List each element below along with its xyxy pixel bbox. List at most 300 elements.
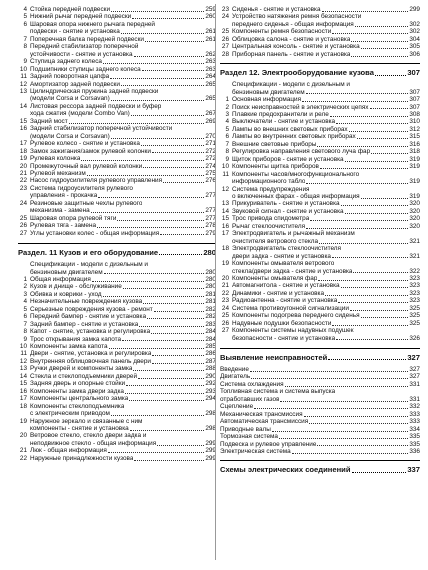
entry-number: 21 bbox=[221, 282, 229, 290]
toc-entry bbox=[18, 269, 216, 276]
toc-entry bbox=[18, 358, 216, 365]
entry-title: подвески - снятие и установка bbox=[30, 28, 120, 36]
entry-number: 4 bbox=[23, 298, 27, 306]
entry-title: Спецификации - модели с дизельным и bbox=[30, 261, 148, 269]
entry-title: Наружное зеркало и связанные с ним bbox=[30, 417, 143, 425]
toc-entry bbox=[220, 327, 420, 334]
entry-number: 22 bbox=[19, 454, 27, 462]
entry-number: 26 bbox=[221, 319, 229, 327]
entry-title: Передний бампер - снятие и установка bbox=[30, 313, 147, 321]
toc-entry bbox=[18, 447, 216, 454]
entry-title: Топливная система и система выпуска bbox=[220, 388, 336, 396]
entry-number: 26 bbox=[221, 35, 229, 43]
dot-leader bbox=[361, 48, 409, 49]
dot-leader bbox=[87, 175, 205, 176]
entry-page-number: 323 bbox=[409, 282, 420, 290]
entry-number: 7 bbox=[23, 320, 27, 328]
toc-entry bbox=[220, 411, 420, 418]
toc-entry bbox=[18, 21, 216, 28]
entry-page-number: 264 bbox=[205, 73, 216, 81]
entry-title: Прикуриватель - снятие и установка bbox=[232, 200, 340, 208]
toc-entry bbox=[18, 418, 216, 425]
dot-leader bbox=[121, 33, 205, 34]
dot-leader bbox=[292, 453, 409, 454]
entry-page-number: 308 bbox=[409, 110, 420, 118]
dot-leader bbox=[121, 85, 204, 86]
entry-title: Система гидроусилителя рулевого bbox=[30, 184, 133, 192]
entry-page-number: 272 bbox=[205, 155, 216, 163]
dot-leader bbox=[349, 131, 409, 132]
entry-title: Стойка передней подвески bbox=[30, 6, 111, 13]
entry-title: Внешние световые приборы bbox=[232, 140, 317, 148]
dot-leader bbox=[306, 183, 408, 184]
entry-title: Задний стабилизатор поперечной устойчивости bbox=[30, 125, 173, 133]
toc-entry bbox=[18, 6, 216, 13]
entry-title: Облицовка салона - снятие и установка bbox=[232, 35, 351, 43]
entry-page-number: 336 bbox=[409, 448, 420, 456]
entry-title: Радиоантенна - снятие и установка bbox=[232, 297, 338, 305]
entry-page-number: 261 bbox=[205, 35, 216, 43]
toc-entry bbox=[18, 215, 216, 222]
entry-page-number: 334 bbox=[409, 425, 420, 433]
entry-page-number: 280 bbox=[205, 275, 216, 283]
entry-number: 17 bbox=[19, 140, 27, 148]
toc-entry bbox=[220, 208, 420, 215]
entry-number: 16 bbox=[19, 387, 27, 395]
entry-page-number: 281 bbox=[205, 290, 216, 298]
dot-leader bbox=[111, 138, 205, 139]
dot-leader bbox=[139, 326, 204, 327]
toc-entry bbox=[220, 418, 420, 425]
entry-page-number: 321 bbox=[409, 252, 420, 260]
entry-page-number: 321 bbox=[409, 237, 420, 245]
entry-title: Задняя дверь и опорные стойки bbox=[30, 380, 126, 388]
entry-title: стекла/двери задка - снятие и установка bbox=[232, 267, 353, 275]
dot-leader bbox=[309, 423, 408, 424]
entry-title: Звуковой сигнал - снятие и установка bbox=[232, 207, 344, 215]
entry-page-number: 290 bbox=[205, 372, 216, 380]
entry-page-number: 285 bbox=[205, 343, 216, 351]
toc-entry bbox=[18, 425, 216, 432]
dot-leader bbox=[336, 339, 408, 340]
toc-entry bbox=[220, 238, 420, 245]
dot-leader bbox=[375, 75, 406, 76]
entry-title: Промежуточный вал рулевой колонки bbox=[30, 162, 143, 170]
dot-leader bbox=[163, 182, 204, 183]
entry-number: 4 bbox=[225, 118, 229, 126]
entry-title: Резиновые защитные чехлы рулевого bbox=[30, 199, 143, 207]
dot-leader bbox=[104, 273, 205, 274]
entry-page-number: 299 bbox=[205, 454, 216, 462]
entry-page-number: 331 bbox=[409, 380, 420, 388]
dot-leader bbox=[133, 370, 204, 371]
entry-page-number: 293 bbox=[205, 387, 216, 395]
dot-leader bbox=[351, 41, 408, 42]
dot-leader bbox=[134, 460, 204, 461]
dot-leader bbox=[371, 153, 408, 154]
toc-entry bbox=[18, 230, 216, 237]
entry-number: 20 bbox=[221, 274, 229, 282]
dot-leader bbox=[111, 11, 204, 12]
toc-entry bbox=[18, 455, 216, 462]
section-title: Схемы электрических соединений bbox=[220, 465, 351, 475]
toc-entry bbox=[220, 268, 420, 275]
entry-title: Задний бампер - снятие и установка bbox=[30, 320, 139, 328]
section-title: Раздел 12. Электрооборудование кузова bbox=[220, 68, 374, 78]
entry-title: Электрическая система bbox=[220, 448, 291, 456]
entry-title: Ветровое стекло, стекло двери задка и bbox=[30, 432, 147, 440]
toc-entry bbox=[18, 432, 216, 439]
dot-leader bbox=[357, 138, 409, 139]
entry-title: Тормозная система bbox=[220, 433, 278, 441]
entry-page-number: 332 bbox=[409, 403, 420, 411]
toc-entry bbox=[18, 200, 216, 207]
dot-leader bbox=[142, 70, 205, 71]
dot-leader bbox=[147, 318, 204, 319]
entry-page-number: 275 bbox=[205, 169, 216, 177]
entry-title: Компоненты замка двери задка bbox=[30, 387, 124, 395]
entry-number: 2 bbox=[225, 103, 229, 111]
dot-leader bbox=[103, 63, 204, 64]
entry-number: 1 bbox=[225, 96, 229, 104]
dot-leader bbox=[151, 333, 204, 334]
entry-number: 5 bbox=[23, 13, 27, 21]
entry-page-number: 272 bbox=[205, 147, 216, 155]
entry-title: Надувные подушки безопасности bbox=[232, 319, 332, 327]
entry-title: (модели Corsa и Corsavan) bbox=[30, 132, 110, 140]
dot-leader bbox=[143, 303, 204, 304]
section-12-heading bbox=[220, 63, 420, 77]
dot-leader bbox=[130, 430, 205, 431]
dot-leader bbox=[341, 205, 409, 206]
entry-number: 14 bbox=[19, 102, 27, 110]
toc-entry bbox=[220, 403, 420, 410]
toc-entry bbox=[220, 335, 420, 342]
entry-page-number: 261 bbox=[205, 28, 216, 36]
entry-page-number: 319 bbox=[409, 155, 420, 163]
toc-entry bbox=[18, 380, 216, 387]
dot-leader bbox=[332, 257, 408, 258]
section-title: Раздел. 11 Кузов и его оборудование bbox=[18, 248, 159, 258]
entry-title: Центральная консоль - снятие и установка bbox=[232, 43, 360, 51]
toc-entry bbox=[18, 261, 216, 268]
entry-number: 8 bbox=[23, 328, 27, 336]
dot-leader bbox=[152, 355, 204, 356]
entry-number: 22 bbox=[221, 289, 229, 297]
entry-page-number: 299 bbox=[409, 6, 420, 13]
dot-leader bbox=[108, 452, 205, 453]
entry-number: 13 bbox=[19, 87, 27, 95]
entry-title: Трос привода спидометра bbox=[232, 215, 310, 223]
entry-title: Незначительные повреждения кузова bbox=[30, 298, 143, 306]
entry-number: 11 bbox=[20, 73, 27, 81]
toc-entry bbox=[220, 200, 420, 207]
wiring-diagrams-heading bbox=[220, 460, 420, 474]
entry-page-number: 282 bbox=[205, 313, 216, 321]
entry-title: Компоненты часов/многофункционального bbox=[232, 170, 360, 178]
dot-leader bbox=[254, 408, 408, 409]
entry-number: 15 bbox=[221, 215, 229, 223]
dot-leader bbox=[325, 295, 408, 296]
entry-number: 2 bbox=[23, 283, 27, 291]
entry-title: Механическая трансмиссия bbox=[220, 410, 303, 418]
dot-leader bbox=[134, 56, 205, 57]
toc-entry bbox=[18, 440, 216, 447]
entry-title: Рулевой механизм bbox=[30, 169, 86, 177]
entry-title: Электродвигатель и рычажный механизм bbox=[232, 230, 355, 238]
toc-entry bbox=[18, 28, 216, 35]
toc-entry bbox=[18, 343, 216, 350]
entry-number: 10 bbox=[19, 65, 27, 73]
toc-entry bbox=[220, 320, 420, 327]
entry-number: 28 bbox=[221, 50, 229, 58]
toc-entry bbox=[18, 410, 216, 417]
entry-title: Рычаг стеклоочистителя bbox=[232, 222, 306, 230]
entry-page-number: 335 bbox=[409, 433, 420, 441]
dot-leader bbox=[272, 431, 408, 432]
entry-page-number: 277 bbox=[205, 192, 216, 200]
entry-title: Компоненты центрального замка bbox=[30, 395, 129, 403]
toc-entry bbox=[220, 51, 420, 58]
dot-leader bbox=[152, 152, 204, 153]
toc-entry bbox=[18, 133, 216, 140]
entry-title: механизма - замена bbox=[30, 207, 90, 215]
dot-leader bbox=[91, 212, 205, 213]
toc-entry bbox=[18, 51, 216, 58]
toc-entry bbox=[220, 230, 420, 237]
entry-page-number: 325 bbox=[409, 304, 420, 312]
toc-entry bbox=[18, 170, 216, 177]
toc-entry bbox=[220, 312, 420, 319]
entry-title: Компоненты подогрева переднего сиденья bbox=[232, 312, 360, 320]
entry-title: Обивка и коврики - уход bbox=[30, 290, 102, 298]
entry-page-number: 323 bbox=[409, 289, 420, 297]
entry-page-number: 307 bbox=[409, 96, 420, 104]
toc-entry bbox=[220, 260, 420, 267]
entry-page-number: 304 bbox=[409, 35, 420, 43]
entry-page-number: 283 bbox=[205, 320, 216, 328]
dot-leader bbox=[351, 56, 408, 57]
toc-entry bbox=[220, 28, 420, 35]
entry-page-number: 319 bbox=[409, 178, 420, 186]
entry-title: Лампы во внутренних световых приборах bbox=[232, 133, 356, 141]
entry-title: Поиск неисправностей в электрических цепях bbox=[232, 103, 369, 111]
entry-title: Стекла и стеклоподъемники дверей bbox=[30, 372, 138, 380]
toc-entry bbox=[220, 133, 420, 140]
entry-page-number: 310 bbox=[409, 118, 420, 126]
entry-page-number: 263 bbox=[205, 58, 216, 66]
entry-page-number: 320 bbox=[409, 222, 420, 230]
dot-leader bbox=[350, 310, 408, 311]
dot-leader bbox=[157, 445, 204, 446]
entry-number: 25 bbox=[221, 28, 229, 36]
entry-number: 18 bbox=[221, 245, 229, 253]
dot-leader bbox=[152, 363, 204, 364]
toc-entry bbox=[220, 215, 420, 222]
entry-page-number: 292 bbox=[205, 380, 216, 388]
entry-number: 19 bbox=[19, 155, 27, 163]
entry-number: 17 bbox=[19, 395, 27, 403]
entry-title: о включенных фарах - общая информация bbox=[232, 192, 360, 200]
dot-leader bbox=[126, 385, 204, 386]
entry-page-number: 302 bbox=[409, 20, 420, 28]
toc-entry bbox=[18, 81, 216, 88]
entry-number: 12 bbox=[221, 185, 229, 193]
dot-leader bbox=[131, 115, 205, 116]
entry-page-number: 284 bbox=[205, 328, 216, 336]
entry-page-number: 276 bbox=[205, 177, 216, 185]
entry-number: 8 bbox=[225, 148, 229, 156]
entry-title: информационного табло bbox=[232, 178, 306, 186]
toc-entry bbox=[220, 388, 420, 395]
entry-title: Листовая рессора задней подвески и буфер bbox=[30, 102, 162, 110]
entry-page-number: 274 bbox=[205, 162, 216, 170]
entry-title: Система противоугонной сигнализации bbox=[232, 304, 349, 312]
entry-number: 5 bbox=[23, 305, 27, 313]
toc-entry bbox=[18, 58, 216, 65]
entry-page-number: 335 bbox=[409, 440, 420, 448]
dot-leader bbox=[81, 160, 204, 161]
dot-leader bbox=[92, 281, 205, 282]
dot-leader bbox=[319, 243, 408, 244]
dot-leader bbox=[318, 280, 408, 281]
entry-title: Углы установки колес - общая информация bbox=[30, 229, 160, 237]
entry-title: Рулевое колесо - снятие и установка bbox=[30, 140, 140, 148]
entry-page-number: 267 bbox=[205, 110, 216, 118]
entry-title: Регулировка направления светового луча фар bbox=[232, 148, 371, 156]
entry-title: Система предупреждения bbox=[232, 185, 310, 193]
entry-page-number: 265 bbox=[205, 95, 216, 103]
toc-entry bbox=[18, 365, 216, 372]
entry-page-number: 262 bbox=[205, 50, 216, 58]
toc-entry bbox=[220, 6, 420, 13]
entry-number: 4 bbox=[23, 6, 27, 13]
toc-entry bbox=[220, 297, 420, 304]
toc-entry bbox=[18, 177, 216, 184]
column-divider bbox=[215, 4, 216, 560]
dot-leader bbox=[306, 228, 408, 229]
section-title: Выявление неисправностей bbox=[220, 353, 328, 363]
entry-page-number: 279 bbox=[205, 229, 216, 237]
entry-title: Ручки дверей и компоненты замка bbox=[30, 365, 133, 373]
toc-entry bbox=[18, 103, 216, 110]
toc-entry bbox=[18, 207, 216, 214]
entry-page-number: 327 bbox=[409, 373, 420, 381]
entry-number: 26 bbox=[19, 222, 27, 230]
entry-number: 9 bbox=[225, 155, 229, 163]
toc-entry bbox=[220, 148, 420, 155]
entry-page-number: 326 bbox=[409, 334, 420, 342]
dot-leader bbox=[109, 348, 205, 349]
entry-title: отработавших газов bbox=[220, 395, 280, 403]
dot-leader bbox=[370, 108, 409, 109]
entry-title: Выключатели - снятие и установка bbox=[232, 118, 336, 126]
entry-number: 7 bbox=[23, 35, 27, 43]
toc-entry bbox=[18, 283, 216, 290]
entry-title: Капот - снятие, установка и регулировка bbox=[30, 328, 151, 336]
section-11-heading bbox=[18, 243, 216, 257]
entry-number: 25 bbox=[19, 214, 27, 222]
dot-leader bbox=[251, 378, 408, 379]
entry-title: Основная информация bbox=[232, 96, 302, 104]
section-page-number: 280 bbox=[203, 248, 216, 258]
toc-entry bbox=[220, 245, 420, 252]
dot-leader bbox=[159, 254, 202, 255]
entry-page-number: 287 bbox=[205, 357, 216, 365]
entry-number: 23 bbox=[221, 297, 229, 305]
entry-title: Введение bbox=[220, 366, 249, 374]
toc-entry bbox=[18, 192, 216, 199]
toc-entry bbox=[220, 282, 420, 289]
dot-leader bbox=[310, 220, 408, 221]
dot-leader bbox=[69, 123, 205, 124]
entry-page-number: 323 bbox=[409, 297, 420, 305]
entry-title: Щиток приборов - снятие и установка bbox=[232, 155, 344, 163]
entry-title: Компоненты стеклоподъемника bbox=[30, 402, 125, 410]
entry-page-number: 277 bbox=[205, 207, 216, 215]
entry-number: 13 bbox=[221, 200, 229, 208]
toc-entry bbox=[220, 193, 420, 200]
entry-page-number: 299 bbox=[205, 439, 216, 447]
entry-title: переднего сиденья - общая информация bbox=[232, 20, 354, 28]
toc-entry bbox=[220, 156, 420, 163]
entry-number: 22 bbox=[19, 177, 27, 185]
entry-page-number: 320 bbox=[409, 207, 420, 215]
entry-title: (модели Corsa и Corsavan) bbox=[30, 95, 110, 103]
entry-title: Внутренняя облицовочная панель двери bbox=[30, 357, 151, 365]
toc-entry bbox=[220, 253, 420, 260]
toc-entry bbox=[18, 395, 216, 402]
toc-entry bbox=[220, 441, 420, 448]
entry-title: Передний стабилизатор поперечной bbox=[30, 43, 139, 51]
entry-title: Кузов и днище - обслуживание bbox=[30, 283, 122, 291]
dot-leader bbox=[336, 123, 408, 124]
section-page-number: 307 bbox=[407, 68, 420, 78]
entry-title: Рулевая тяга - замена bbox=[30, 222, 97, 230]
toc-entry bbox=[18, 336, 216, 343]
entry-title: Сиденья - снятие и установка bbox=[232, 6, 321, 13]
entry-page-number: 306 bbox=[409, 50, 420, 58]
toc-entry bbox=[18, 222, 216, 229]
entry-title: Компоненты системы надувных подушек bbox=[232, 327, 354, 335]
entry-number: 24 bbox=[221, 13, 229, 21]
entry-title: Трос открывания замка капота bbox=[30, 335, 122, 343]
dot-leader bbox=[353, 272, 408, 273]
dot-leader bbox=[355, 26, 409, 27]
entry-number: 20 bbox=[19, 162, 27, 170]
entry-title: безопасности - снятие и установка bbox=[232, 334, 336, 342]
entry-page-number: 277 bbox=[205, 214, 216, 222]
toc-entry bbox=[18, 36, 216, 43]
toc-entry bbox=[220, 104, 420, 111]
entry-number: 13 bbox=[19, 365, 27, 373]
entry-title: Плавкие предохранители и реле bbox=[232, 110, 329, 118]
entry-page-number: 263 bbox=[205, 65, 216, 73]
toc-entry bbox=[18, 95, 216, 102]
toc-entry bbox=[220, 81, 420, 88]
entry-title: двери задка - снятие и установка bbox=[232, 252, 331, 260]
entry-page-number: 319 bbox=[409, 163, 420, 171]
toc-entry bbox=[18, 328, 216, 335]
entry-number: 21 bbox=[19, 169, 27, 177]
entry-number: 15 bbox=[19, 380, 27, 388]
entry-title: Лампы во внешних световых приборах bbox=[232, 125, 348, 133]
entry-page-number: 278 bbox=[205, 222, 216, 230]
entry-page-number: 281 bbox=[205, 298, 216, 306]
entry-title: устойчивости - снятие и установка bbox=[30, 50, 133, 58]
entry-title: Двигатель bbox=[220, 373, 251, 381]
toc-entry bbox=[18, 298, 216, 305]
